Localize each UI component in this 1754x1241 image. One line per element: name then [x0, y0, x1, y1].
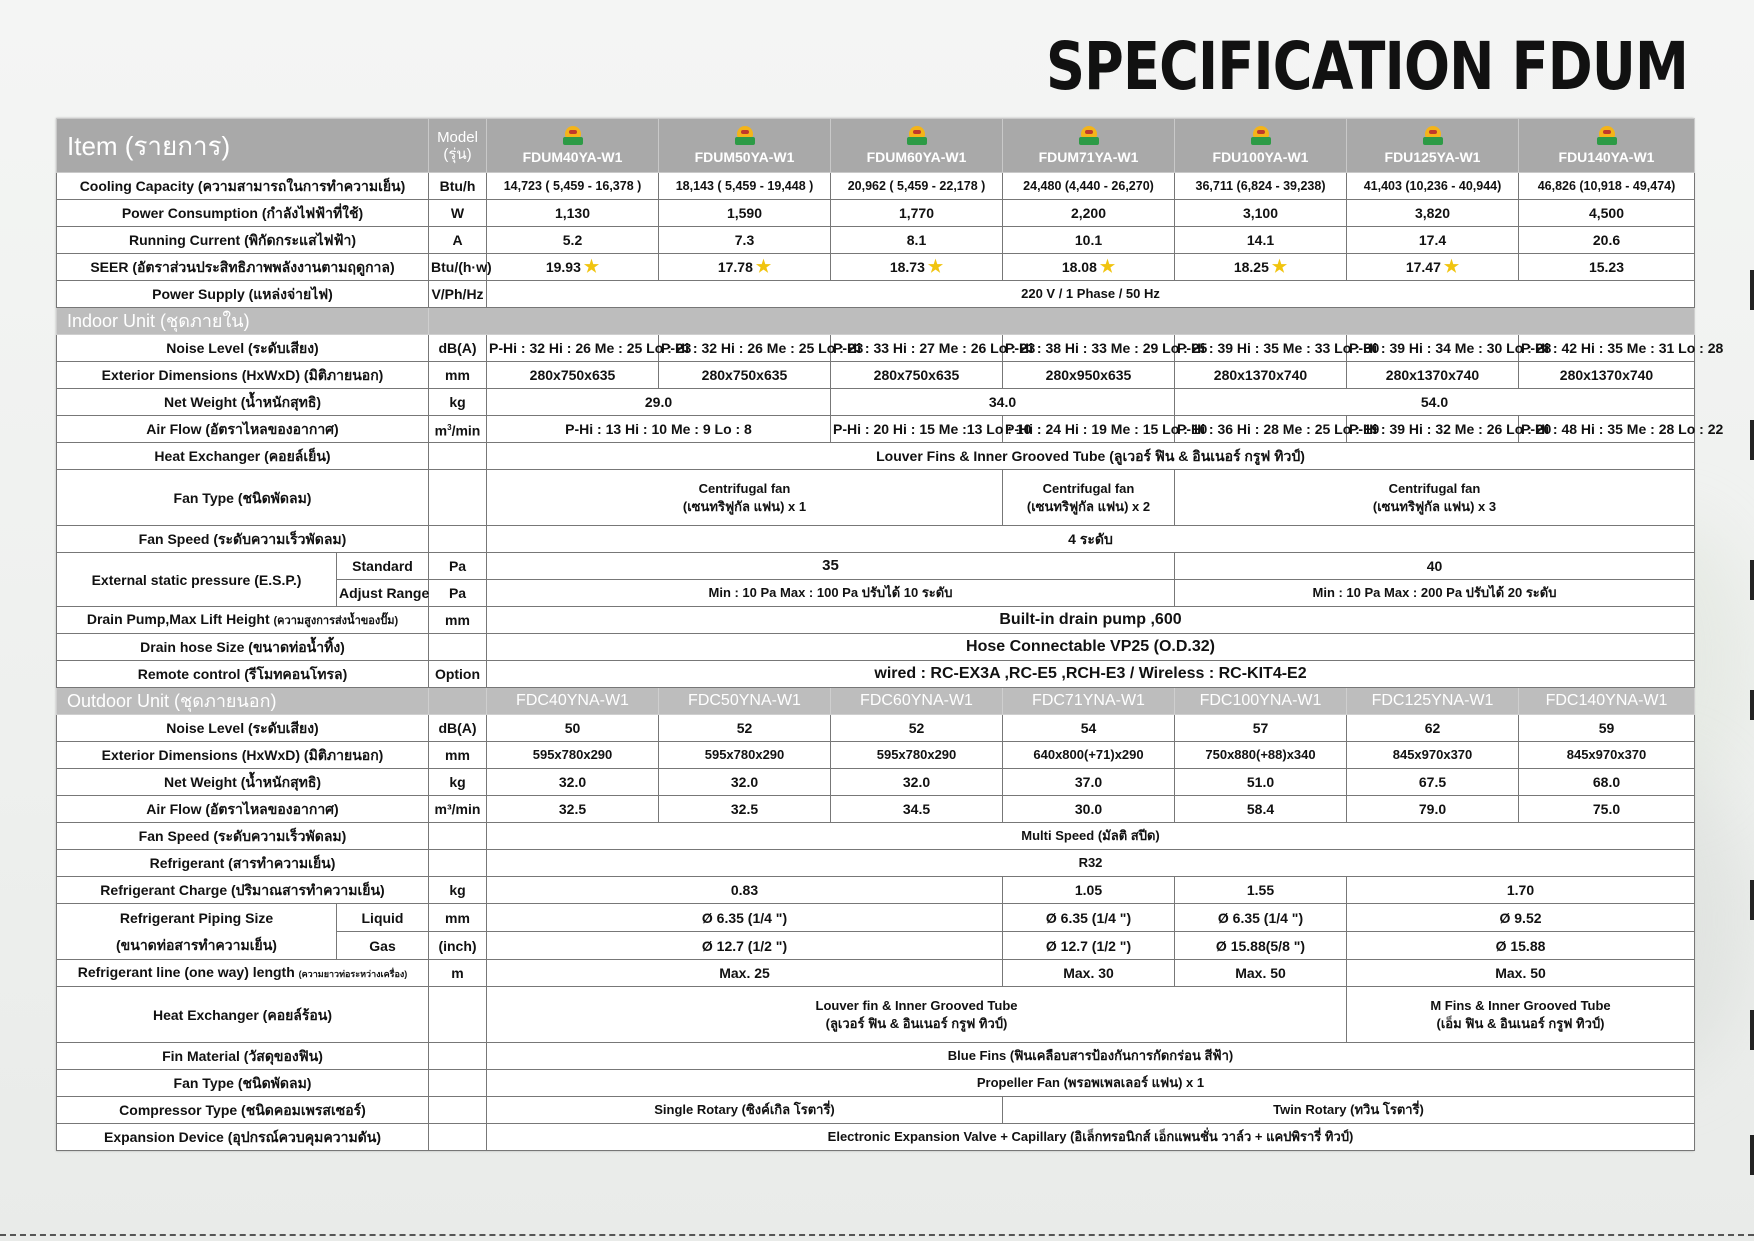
section-header-indoor	[57, 308, 1695, 335]
row-label: Remote control (รีโมทคอนโทรล)	[57, 661, 429, 688]
value-cell	[831, 254, 1003, 281]
mascot-icon	[563, 126, 583, 146]
value-cell: P-Hi : 20 Hi : 15 Me :13 Lo : 10	[831, 416, 1003, 443]
table-row	[57, 553, 1695, 580]
label-small: (ความสูงการส่งน้ำของปั๊ม)	[273, 615, 399, 627]
value-cell: 50	[487, 715, 659, 742]
star-icon: ★	[1271, 257, 1288, 276]
row-label: Heat Exchanger (คอยล์ร้อน)	[57, 987, 429, 1043]
table-row	[57, 362, 1695, 389]
value-cell: 3,820	[1347, 200, 1519, 227]
value-cell: 20,962 ( 5,459 - 22,178 )	[831, 173, 1003, 200]
outdoor-model-col: FDC60YNA-W1	[831, 688, 1003, 715]
value-cell: Electronic Expansion Valve + Capillary (อิเล็กทรอนิกส์ เอ็กแพนชั่น วาล์ว + แคปพิรารี่ ทิวป์)	[487, 1124, 1695, 1151]
value-cell: 36,711 (6,824 - 39,238)	[1175, 173, 1347, 200]
table-row	[57, 960, 1695, 987]
unit-base: m	[434, 422, 448, 439]
seer-value: 18.73	[889, 259, 925, 275]
table-row	[57, 416, 1695, 443]
table-row	[57, 335, 1695, 362]
seer-value: 17.78	[717, 259, 753, 275]
unit-cell: mm	[429, 362, 487, 389]
value-cell: 8.1	[831, 227, 1003, 254]
unit-cell: (inch)	[429, 932, 487, 960]
unit-cell: kg	[429, 877, 487, 904]
value-cell: 280x750x635	[659, 362, 831, 389]
value-cell: P-Hi : 39 Hi : 35 Me : 33 Lo : 30	[1175, 335, 1347, 362]
row-label: Fan Speed (ระดับความเร็วพัดลม)	[57, 823, 429, 850]
fan-line: Centrifugal fan	[1042, 480, 1135, 496]
table-row	[57, 227, 1695, 254]
value-cell: 79.0	[1347, 796, 1519, 823]
unit-cell: A	[429, 227, 487, 254]
value-cell: Louver Fins & Inner Grooved Tube (ลูเวอร์ ฟิน & อินเนอร์ กรูฟ ทิวป์)	[487, 443, 1695, 470]
indoor-model-col: FDU125YA-W1	[1347, 119, 1519, 173]
value-cell: P-Hi : 39 Hi : 34 Me : 30 Lo : 28	[1347, 335, 1519, 362]
row-label: Fan Type (ชนิดพัดลม)	[57, 470, 429, 526]
row-label: (ขนาดท่อสารทำความเย็น)	[57, 932, 337, 960]
indoor-model-col: FDUM40YA-W1	[487, 119, 659, 173]
star-icon: ★	[927, 257, 944, 276]
value-cell: 51.0	[1175, 769, 1347, 796]
value-cell: Ø 6.35 (1/4 ")	[1175, 904, 1347, 932]
unit-cell: Pa	[429, 553, 487, 580]
star-icon: ★	[755, 257, 772, 276]
row-label: Air Flow (อัตราไหลของอากาศ)	[57, 416, 429, 443]
star-icon: ★	[1443, 257, 1460, 276]
table-row	[57, 796, 1695, 823]
value-cell: 20.6	[1519, 227, 1695, 254]
value-cell: 10.1	[1003, 227, 1175, 254]
value-cell: Built-in drain pump ,600	[487, 607, 1695, 634]
outdoor-model-col: FDC140YNA-W1	[1519, 688, 1695, 715]
value-cell: P-Hi : 33 Hi : 27 Me : 26 Lo : 23	[831, 335, 1003, 362]
table-row	[57, 281, 1695, 308]
label-small: (ความยาวท่อระหว่างเครื่อง)	[298, 969, 408, 979]
outdoor-model-col: FDC100YNA-W1	[1175, 688, 1347, 715]
unit-cell: m	[429, 960, 487, 987]
table-row	[57, 742, 1695, 769]
value-cell: 54.0	[1175, 389, 1695, 416]
hex-line: Louver fin & Inner Grooved Tube	[815, 997, 1018, 1013]
value-cell: Min : 10 Pa Max : 200 Pa ปรับได้ 20 ระดับ	[1175, 580, 1695, 607]
value-cell: 68.0	[1519, 769, 1695, 796]
model-header: Model (รุ่น)	[429, 119, 487, 173]
table-row	[57, 200, 1695, 227]
value-cell: 1,590	[659, 200, 831, 227]
value-cell: 34.0	[831, 389, 1175, 416]
fan-line: Centrifugal fan	[1388, 480, 1481, 496]
value-cell: 58.4	[1175, 796, 1347, 823]
row-label: Noise Level (ระดับเสียง)	[57, 715, 429, 742]
value-cell	[1519, 254, 1695, 281]
value-cell: P-Hi : 38 Hi : 33 Me : 29 Lo : 25	[1003, 335, 1175, 362]
value-cell: 0.83	[487, 877, 1003, 904]
indoor-model-col: FDU100YA-W1	[1175, 119, 1347, 173]
star-icon: ★	[583, 257, 600, 276]
value-cell: 34.5	[831, 796, 1003, 823]
value-cell: 32.5	[487, 796, 659, 823]
value-cell: 4,500	[1519, 200, 1695, 227]
value-cell: 595x780x290	[831, 742, 1003, 769]
value-cell: Blue Fins (ฟินเคลือบสารป้องกันการกัดกร่อน สีฟ้า)	[487, 1043, 1695, 1070]
seer-value: 17.47	[1405, 259, 1441, 275]
value-cell: 24,480 (4,440 - 26,270)	[1003, 173, 1175, 200]
mascot-icon	[1251, 126, 1271, 146]
value-cell: 280x1370x740	[1175, 362, 1347, 389]
value-cell: 280x750x635	[487, 362, 659, 389]
value-cell: 75.0	[1519, 796, 1695, 823]
unit-cell: kg	[429, 389, 487, 416]
row-label	[57, 960, 429, 987]
unit-cell	[429, 416, 487, 443]
value-cell: Ø 6.35 (1/4 ")	[1003, 904, 1175, 932]
value-cell	[487, 470, 1003, 526]
outdoor-model-col: FDC71YNA-W1	[1003, 688, 1175, 715]
unit-cell: dB(A)	[429, 715, 487, 742]
value-cell: Multi Speed (มัลติ สปีด)	[487, 823, 1695, 850]
value-cell: 4 ระดับ	[487, 526, 1695, 553]
fan-line: (เซนทริฟูกัล แฟน) x 2	[1026, 498, 1151, 514]
table-row	[57, 470, 1695, 526]
label-main: Drain Pump,Max Lift Height	[86, 611, 270, 627]
value-cell: Ø 15.88(5/8 ")	[1175, 932, 1347, 960]
value-cell: 1.70	[1347, 877, 1695, 904]
value-cell: 40	[1175, 553, 1695, 580]
table-row	[57, 526, 1695, 553]
value-cell: R32	[487, 850, 1695, 877]
table-row	[57, 173, 1695, 200]
table-row	[57, 634, 1695, 661]
outdoor-model-col: FDC40YNA-W1	[487, 688, 659, 715]
value-cell	[1003, 470, 1175, 526]
row-label: Power Supply (แหล่งจ่ายไฟ)	[57, 281, 429, 308]
table-row	[57, 1070, 1695, 1097]
value-cell: 595x780x290	[659, 742, 831, 769]
row-label: Exterior Dimensions (HxWxD) (มิติภายนอก)	[57, 742, 429, 769]
value-cell: Ø 9.52	[1347, 904, 1695, 932]
value-cell: Twin Rotary (ทวิน โรตารี่)	[1003, 1097, 1695, 1124]
value-cell: 7.3	[659, 227, 831, 254]
value-cell: 280x950x635	[1003, 362, 1175, 389]
row-label: Fan Type (ชนิดพัดลม)	[57, 1070, 429, 1097]
value-cell: 17.4	[1347, 227, 1519, 254]
table-row	[57, 877, 1695, 904]
indoor-model-col: FDUM71YA-W1	[1003, 119, 1175, 173]
sub-label-liquid: Liquid	[337, 904, 429, 932]
value-cell: 18,143 ( 5,459 - 19,448 )	[659, 173, 831, 200]
value-cell	[659, 254, 831, 281]
value-cell: Single Rotary (ซิงค์เกิล โรตารี่)	[487, 1097, 1003, 1124]
value-cell: Max. 30	[1003, 960, 1175, 987]
row-label: Expansion Device (อุปกรณ์ควบคุมความดัน)	[57, 1124, 429, 1151]
row-label: Heat Exchanger (คอยล์เย็น)	[57, 443, 429, 470]
table-row	[57, 823, 1695, 850]
mascot-icon	[735, 126, 755, 146]
sub-label: Adjust Range	[337, 580, 429, 607]
value-cell: P-Hi : 42 Hi : 35 Me : 31 Lo : 28	[1519, 335, 1695, 362]
row-label: Running Current (พิกัดกระแสไฟฟ้า)	[57, 227, 429, 254]
row-label: Exterior Dimensions (HxWxD) (มิติภายนอก)	[57, 362, 429, 389]
row-label: Refrigerant Charge (ปริมาณสารทำความเย็น)	[57, 877, 429, 904]
value-cell: 14,723 ( 5,459 - 16,378 )	[487, 173, 659, 200]
row-label: Refrigerant (สารทำความเย็น)	[57, 850, 429, 877]
value-cell: 29.0	[487, 389, 831, 416]
unit-cell: Option	[429, 661, 487, 688]
value-cell	[1347, 987, 1695, 1043]
value-cell	[487, 254, 659, 281]
label-main: Refrigerant line (one way) length	[77, 964, 295, 980]
row-label: Net Weight (น้ำหนักสุทธิ)	[57, 389, 429, 416]
value-cell: 52	[659, 715, 831, 742]
value-cell	[487, 987, 1347, 1043]
seer-value: 18.25	[1233, 259, 1269, 275]
right-edge-mark	[1750, 270, 1754, 310]
unit-cell: V/Ph/Hz	[429, 281, 487, 308]
value-cell: Ø 15.88	[1347, 932, 1695, 960]
row-label: Cooling Capacity (ความสามารถในการทำความเย็น)	[57, 173, 429, 200]
section-header-outdoor	[57, 688, 1695, 715]
value-cell: 67.5	[1347, 769, 1519, 796]
value-cell: 1.55	[1175, 877, 1347, 904]
row-label: Noise Level (ระดับเสียง)	[57, 335, 429, 362]
page-title: SPECIFICATION FDUM	[1045, 28, 1688, 105]
table-row	[57, 389, 1695, 416]
indoor-model-col: FDUM50YA-W1	[659, 119, 831, 173]
unit-cell: Btu/(h·w)	[429, 254, 487, 281]
unit-cell: mm	[429, 904, 487, 932]
mascot-icon	[1597, 126, 1617, 146]
value-cell: 32.5	[659, 796, 831, 823]
right-edge-mark	[1750, 420, 1754, 460]
value-cell: 5.2	[487, 227, 659, 254]
value-cell: P-Hi : 13 Hi : 10 Me : 9 Lo : 8	[487, 416, 831, 443]
table-row	[57, 987, 1695, 1043]
value-cell: Hose Connectable VP25 (O.D.32)	[487, 634, 1695, 661]
sub-label: Standard	[337, 553, 429, 580]
table-row	[57, 715, 1695, 742]
spec-sheet	[56, 118, 1724, 1151]
value-cell: 57	[1175, 715, 1347, 742]
right-edge-mark	[1750, 1010, 1754, 1050]
value-cell: 595x780x290	[487, 742, 659, 769]
mascot-icon	[1423, 126, 1443, 146]
row-label: Power Consumption (กำลังไฟฟ้าที่ใช้)	[57, 200, 429, 227]
indoor-model-col: FDU140YA-W1	[1519, 119, 1695, 173]
value-cell	[1003, 254, 1175, 281]
sub-label-gas: Gas	[337, 932, 429, 960]
indoor-model-col: FDUM60YA-W1	[831, 119, 1003, 173]
value-cell: 54	[1003, 715, 1175, 742]
row-label: Fan Speed (ระดับความเร็วพัดลม)	[57, 526, 429, 553]
outdoor-model-col: FDC50YNA-W1	[659, 688, 831, 715]
unit-cell: dB(A)	[429, 335, 487, 362]
fan-line: (เซนทริฟูกัล แฟน) x 3	[1372, 498, 1497, 514]
row-label: SEER (อัตราส่วนประสิทธิภาพพลังงานตามฤดูกาล)	[57, 254, 429, 281]
value-cell: 59	[1519, 715, 1695, 742]
value-cell	[1175, 470, 1695, 526]
header-row	[57, 119, 1695, 173]
right-edge-mark	[1750, 1135, 1754, 1175]
value-cell: 1.05	[1003, 877, 1175, 904]
table-row	[57, 932, 1695, 960]
right-edge-mark	[1750, 690, 1754, 720]
value-cell: 32.0	[487, 769, 659, 796]
fan-line: (เซนทริฟูกัล แฟน) x 1	[682, 498, 807, 514]
row-label: Refrigerant Piping Size	[57, 904, 337, 932]
unit-sup: 3	[447, 422, 452, 432]
table-row	[57, 661, 1695, 688]
row-label: Drain hose Size (ขนาดท่อน้ำทิ้ง)	[57, 634, 429, 661]
value-cell: 35	[487, 553, 1175, 580]
bottom-dashed-line	[0, 1234, 1754, 1236]
unit-cell: Btu/h	[429, 173, 487, 200]
value-cell: 62	[1347, 715, 1519, 742]
row-label	[57, 607, 429, 634]
table-row	[57, 1043, 1695, 1070]
table-row	[57, 443, 1695, 470]
hex-line: (ลูเวอร์ ฟิน & อินเนอร์ กรูฟ ทิวป์)	[825, 1015, 1008, 1031]
value-cell: Ø 12.7 (1/2 ")	[1003, 932, 1175, 960]
row-label: Compressor Type (ชนิดคอมเพรสเซอร์)	[57, 1097, 429, 1124]
unit-cell: m³/min	[429, 796, 487, 823]
value-cell	[1347, 254, 1519, 281]
row-label: Air Flow (อัตราไหลของอากาศ)	[57, 796, 429, 823]
item-header: Item (รายการ)	[57, 119, 429, 173]
value-cell: Max. 50	[1347, 960, 1695, 987]
value-cell: P-Hi : 32 Hi : 26 Me : 25 Lo : 23	[659, 335, 831, 362]
table-row	[57, 607, 1695, 634]
value-cell: Min : 10 Pa Max : 100 Pa ปรับได้ 10 ระดับ	[487, 580, 1175, 607]
row-label: Net Weight (น้ำหนักสุทธิ)	[57, 769, 429, 796]
hex-line: (เอ็ม ฟิน & อินเนอร์ กรูฟ ทิวป์)	[1436, 1015, 1605, 1031]
value-cell: Max. 50	[1175, 960, 1347, 987]
value-cell: 280x750x635	[831, 362, 1003, 389]
seer-value: 15.23	[1588, 259, 1625, 275]
value-cell: 14.1	[1175, 227, 1347, 254]
value-cell	[1175, 254, 1347, 281]
hex-line: M Fins & Inner Grooved Tube	[1430, 997, 1611, 1013]
value-cell: P-Hi : 24 Hi : 19 Me : 15 Lo : 10	[1003, 416, 1175, 443]
table-row	[57, 1124, 1695, 1151]
section-title: Outdoor Unit (ชุดภายนอก)	[57, 688, 429, 715]
right-edge-mark	[1750, 880, 1754, 920]
mascot-icon	[907, 126, 927, 146]
fan-line: Centrifugal fan	[698, 480, 791, 496]
right-edge-mark	[1750, 560, 1754, 600]
star-icon: ★	[1099, 257, 1116, 276]
table-row	[57, 850, 1695, 877]
value-cell: 52	[831, 715, 1003, 742]
value-cell: Ø 6.35 (1/4 ")	[487, 904, 1003, 932]
spec-table	[56, 118, 1724, 1151]
value-cell: 845x970x370	[1519, 742, 1695, 769]
value-cell: Max. 25	[487, 960, 1003, 987]
table-row	[57, 769, 1695, 796]
value-cell: 640x800(+71)x290	[1003, 742, 1175, 769]
value-cell: 750x880(+88)x340	[1175, 742, 1347, 769]
value-cell: P-Hi : 32 Hi : 26 Me : 25 Lo : 23	[487, 335, 659, 362]
value-cell: Propeller Fan (พรอพเพลเลอร์ แฟน) x 1	[487, 1070, 1695, 1097]
value-cell: 32.0	[831, 769, 1003, 796]
value-cell: P-Hi : 36 Hi : 28 Me : 25 Lo : 19	[1175, 416, 1347, 443]
value-cell: Ø 12.7 (1/2 ")	[487, 932, 1003, 960]
outdoor-model-col: FDC125YNA-W1	[1347, 688, 1519, 715]
value-cell: 1,770	[831, 200, 1003, 227]
value-cell: P-Hi : 39 Hi : 32 Me : 26 Lo : 20	[1347, 416, 1519, 443]
unit-cell: Pa	[429, 580, 487, 607]
value-cell: 1,130	[487, 200, 659, 227]
seer-value: 19.93	[545, 259, 581, 275]
value-cell: 37.0	[1003, 769, 1175, 796]
value-cell: 46,826 (10,918 - 49,474)	[1519, 173, 1695, 200]
value-cell: 220 V / 1 Phase / 50 Hz	[487, 281, 1695, 308]
value-cell: 3,100	[1175, 200, 1347, 227]
value-cell: 32.0	[659, 769, 831, 796]
mascot-icon	[1079, 126, 1099, 146]
unit-tail: /min	[451, 422, 481, 439]
value-cell: wired : RC-EX3A ,RC-E5 ,RCH-E3 / Wireless : RC-KIT4-E2	[487, 661, 1695, 688]
unit-cell: W	[429, 200, 487, 227]
row-label: Fin Material (วัสดุของฟิน)	[57, 1043, 429, 1070]
section-title: Indoor Unit (ชุดภายใน)	[57, 308, 429, 335]
value-cell: P-Hi : 48 Hi : 35 Me : 28 Lo : 22	[1519, 416, 1695, 443]
unit-cell: mm	[429, 742, 487, 769]
seer-value: 18.08	[1061, 259, 1097, 275]
unit-cell: mm	[429, 607, 487, 634]
value-cell: 2,200	[1003, 200, 1175, 227]
value-cell: 280x1370x740	[1519, 362, 1695, 389]
table-row	[57, 1097, 1695, 1124]
row-label: External static pressure (E.S.P.)	[57, 553, 337, 607]
value-cell: 41,403 (10,236 - 40,944)	[1347, 173, 1519, 200]
table-row	[57, 254, 1695, 281]
value-cell: 845x970x370	[1347, 742, 1519, 769]
unit-cell: kg	[429, 769, 487, 796]
table-row	[57, 904, 1695, 932]
value-cell: 30.0	[1003, 796, 1175, 823]
value-cell: 280x1370x740	[1347, 362, 1519, 389]
